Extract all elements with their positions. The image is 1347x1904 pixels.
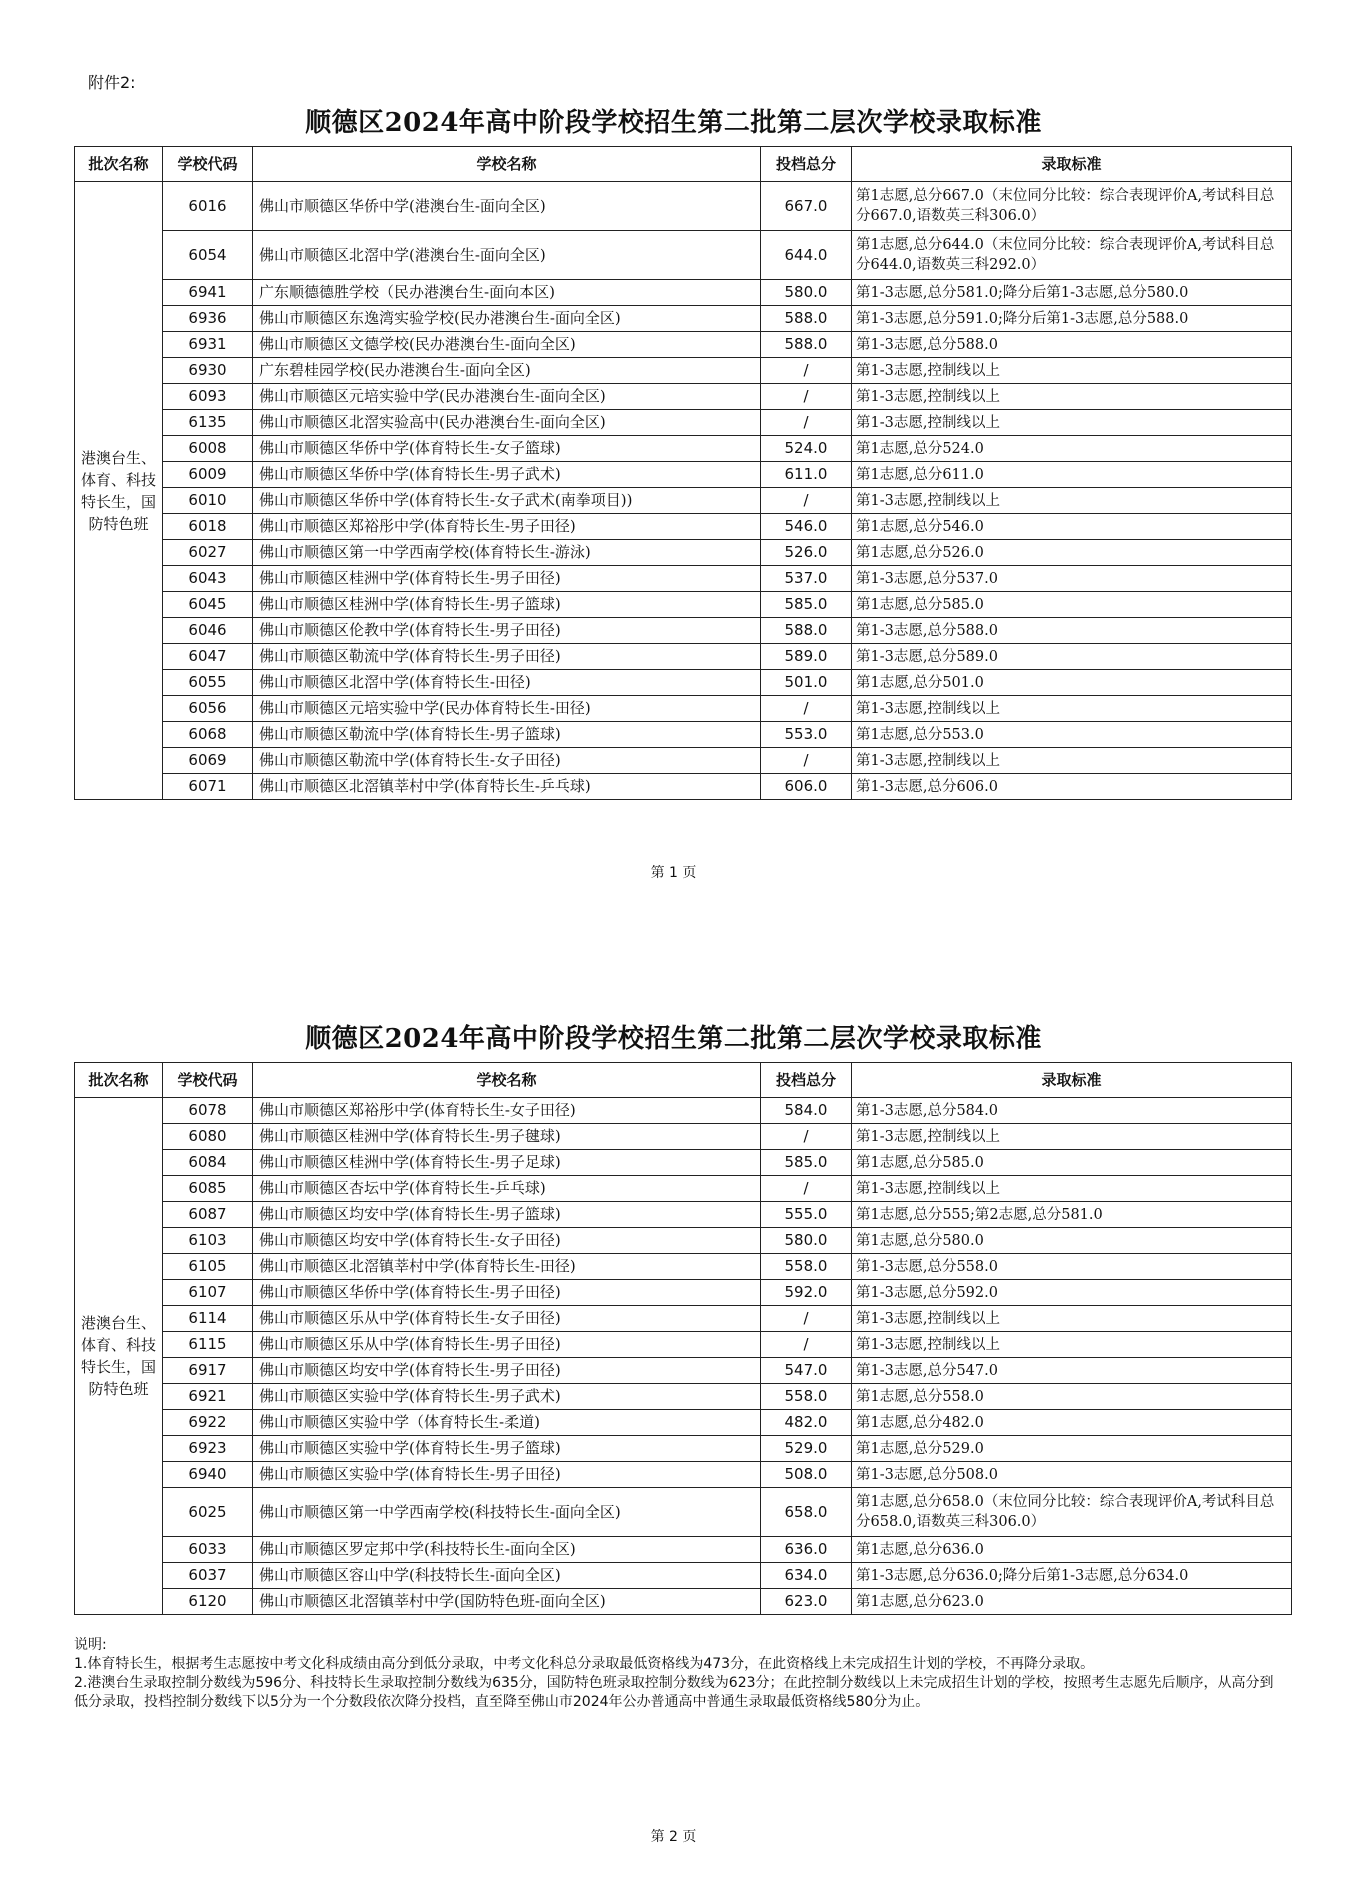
score-cell: 555.0 <box>761 1202 852 1228</box>
school-name-cell: 佛山市顺德区容山中学(科技特长生-面向全区) <box>253 1563 761 1589</box>
table-row <box>75 774 1292 800</box>
standard-cell: 第1志愿,总分585.0 <box>852 592 1292 618</box>
school-code-cell: 6071 <box>163 774 253 800</box>
school-name-cell: 佛山市顺德区华侨中学(体育特长生-女子篮球) <box>253 436 761 462</box>
school-name-cell: 佛山市顺德区北滘镇莘村中学(体育特长生-田径) <box>253 1254 761 1280</box>
school-code-cell: 6931 <box>163 332 253 358</box>
score-cell: 547.0 <box>761 1358 852 1384</box>
table-row <box>75 670 1292 696</box>
table-row <box>75 1280 1292 1306</box>
table-row <box>75 462 1292 488</box>
school-code-cell: 6917 <box>163 1358 253 1384</box>
table-row <box>75 231 1292 280</box>
school-name-cell: 佛山市顺德区实验中学(体育特长生-男子田径) <box>253 1462 761 1488</box>
standard-cell: 第1-3志愿,控制线以上 <box>852 748 1292 774</box>
standard-cell: 第1志愿,总分611.0 <box>852 462 1292 488</box>
school-code-cell: 6047 <box>163 644 253 670</box>
table-row <box>75 1098 1292 1124</box>
table-row <box>75 1384 1292 1410</box>
school-code-cell: 6105 <box>163 1254 253 1280</box>
score-cell: 585.0 <box>761 592 852 618</box>
standard-cell: 第1-3志愿,总分591.0;降分后第1-3志愿,总分588.0 <box>852 306 1292 332</box>
table-row <box>75 566 1292 592</box>
header-name: 学校名称 <box>253 147 761 182</box>
standard-cell: 第1-3志愿,总分592.0 <box>852 1280 1292 1306</box>
standard-cell: 第1-3志愿,总分581.0;降分后第1-3志愿,总分580.0 <box>852 280 1292 306</box>
standard-cell: 第1-3志愿,总分636.0;降分后第1-3志愿,总分634.0 <box>852 1563 1292 1589</box>
table-row <box>75 384 1292 410</box>
school-name-cell: 佛山市顺德区北滘中学(体育特长生-田径) <box>253 670 761 696</box>
standard-cell: 第1-3志愿,控制线以上 <box>852 384 1292 410</box>
score-cell: 667.0 <box>761 182 852 231</box>
batch-name-cell: 港澳台生、体育、科技特长生，国防特色班 <box>75 182 163 800</box>
standard-cell: 第1志愿,总分644.0（末位同分比较：综合表现评价A,考试科目总分644.0,语数英三科292.0） <box>852 231 1292 280</box>
school-name-cell: 佛山市顺德区桂洲中学(体育特长生-男子篮球) <box>253 592 761 618</box>
standard-cell: 第1-3志愿,总分588.0 <box>852 332 1292 358</box>
school-name-cell: 佛山市顺德区华侨中学(体育特长生-男子田径) <box>253 1280 761 1306</box>
standard-cell: 第1志愿,总分529.0 <box>852 1436 1292 1462</box>
score-cell: / <box>761 1332 852 1358</box>
table-body <box>75 1098 1292 1615</box>
standard-cell: 第1志愿,总分585.0 <box>852 1150 1292 1176</box>
notes-heading: 说明: <box>74 1637 107 1653</box>
table-row <box>75 358 1292 384</box>
table-row <box>75 1254 1292 1280</box>
school-code-cell: 6018 <box>163 514 253 540</box>
table-row <box>75 1410 1292 1436</box>
admission-table-page-2 <box>74 1062 1292 1615</box>
school-code-cell: 6936 <box>163 306 253 332</box>
table-row <box>75 1332 1292 1358</box>
table-row <box>75 592 1292 618</box>
school-name-cell: 佛山市顺德区郑裕彤中学(体育特长生-男子田径) <box>253 514 761 540</box>
school-code-cell: 6056 <box>163 696 253 722</box>
score-cell: / <box>761 1176 852 1202</box>
table-row <box>75 332 1292 358</box>
score-cell: 611.0 <box>761 462 852 488</box>
table-row <box>75 1436 1292 1462</box>
school-code-cell: 6069 <box>163 748 253 774</box>
score-cell: 588.0 <box>761 332 852 358</box>
school-code-cell: 6922 <box>163 1410 253 1436</box>
table-row <box>75 306 1292 332</box>
score-cell: 606.0 <box>761 774 852 800</box>
standard-cell: 第1-3志愿,总分547.0 <box>852 1358 1292 1384</box>
school-name-cell: 佛山市顺德区华侨中学(港澳台生-面向全区) <box>253 182 761 231</box>
standard-cell: 第1-3志愿,控制线以上 <box>852 1124 1292 1150</box>
school-name-cell: 佛山市顺德区第一中学西南学校(体育特长生-游泳) <box>253 540 761 566</box>
standard-cell: 第1-3志愿,总分537.0 <box>852 566 1292 592</box>
school-name-cell: 佛山市顺德区桂洲中学(体育特长生-男子田径) <box>253 566 761 592</box>
school-code-cell: 6120 <box>163 1589 253 1615</box>
score-cell: / <box>761 488 852 514</box>
school-code-cell: 6043 <box>163 566 253 592</box>
school-code-cell: 6045 <box>163 592 253 618</box>
header-code: 学校代码 <box>163 147 253 182</box>
school-name-cell: 佛山市顺德区桂洲中学(体育特长生-男子毽球) <box>253 1124 761 1150</box>
score-cell: 508.0 <box>761 1462 852 1488</box>
score-cell: 584.0 <box>761 1098 852 1124</box>
score-cell: / <box>761 410 852 436</box>
page-number: 第 1 页 <box>650 865 697 881</box>
score-cell: 482.0 <box>761 1410 852 1436</box>
school-code-cell: 6087 <box>163 1202 253 1228</box>
school-code-cell: 6037 <box>163 1563 253 1589</box>
standard-cell: 第1-3志愿,控制线以上 <box>852 1332 1292 1358</box>
score-cell: 585.0 <box>761 1150 852 1176</box>
notes-section <box>74 1636 1284 1712</box>
school-code-cell: 6107 <box>163 1280 253 1306</box>
standard-cell: 第1志愿,总分501.0 <box>852 670 1292 696</box>
table-row <box>75 1537 1292 1563</box>
standard-cell: 第1志愿,总分667.0（末位同分比较：综合表现评价A,考试科目总分667.0,语数英三科306.0） <box>852 182 1292 231</box>
standard-cell: 第1志愿,总分524.0 <box>852 436 1292 462</box>
standard-cell: 第1志愿,总分658.0（末位同分比较：综合表现评价A,考试科目总分658.0,语数英三科306.0） <box>852 1488 1292 1537</box>
school-name-cell: 佛山市顺德区郑裕彤中学(体育特长生-女子田径) <box>253 1098 761 1124</box>
score-cell: / <box>761 696 852 722</box>
school-name-cell: 佛山市顺德区华侨中学(体育特长生-女子武术(南拳项目)) <box>253 488 761 514</box>
school-code-cell: 6923 <box>163 1436 253 1462</box>
school-code-cell: 6930 <box>163 358 253 384</box>
table-row <box>75 618 1292 644</box>
school-code-cell: 6093 <box>163 384 253 410</box>
score-cell: 529.0 <box>761 1436 852 1462</box>
school-name-cell: 佛山市顺德区元培实验中学(民办体育特长生-田径) <box>253 696 761 722</box>
header-score: 投档总分 <box>761 1063 852 1098</box>
table-row <box>75 1124 1292 1150</box>
header-code: 学校代码 <box>163 1063 253 1098</box>
score-cell: 580.0 <box>761 280 852 306</box>
school-name-cell: 佛山市顺德区文德学校(民办港澳台生-面向全区) <box>253 332 761 358</box>
table-header-row <box>75 147 1292 182</box>
standard-cell: 第1-3志愿,控制线以上 <box>852 410 1292 436</box>
school-code-cell: 6078 <box>163 1098 253 1124</box>
standard-cell: 第1志愿,总分558.0 <box>852 1384 1292 1410</box>
table-row <box>75 1462 1292 1488</box>
school-name-cell: 佛山市顺德区华侨中学(体育特长生-男子武术) <box>253 462 761 488</box>
score-cell: 558.0 <box>761 1254 852 1280</box>
table-header-row <box>75 1063 1292 1098</box>
note-item: 1.体育特长生，根据考生志愿按中考文化科成绩由高分到低分录取，中考文化科总分录取最低资格线为473分，在此资格线上未完成招生计划的学校，不再降分录取。 <box>74 1656 1095 1672</box>
school-name-cell: 佛山市顺德区实验中学(体育特长生-男子武术) <box>253 1384 761 1410</box>
school-name-cell: 佛山市顺德区东逸湾实验学校(民办港澳台生-面向全区) <box>253 306 761 332</box>
table-body <box>75 182 1292 800</box>
score-cell: 537.0 <box>761 566 852 592</box>
table-row <box>75 540 1292 566</box>
score-cell: / <box>761 1124 852 1150</box>
table-row <box>75 1589 1292 1615</box>
page-number: 第 2 页 <box>650 1829 697 1845</box>
batch-name-cell: 港澳台生、体育、科技特长生，国防特色班 <box>75 1098 163 1615</box>
school-code-cell: 6008 <box>163 436 253 462</box>
attachment-label: 附件2: <box>88 73 136 92</box>
school-code-cell: 6010 <box>163 488 253 514</box>
standard-cell: 第1-3志愿,控制线以上 <box>852 696 1292 722</box>
score-cell: 501.0 <box>761 670 852 696</box>
school-code-cell: 6085 <box>163 1176 253 1202</box>
table-row <box>75 1176 1292 1202</box>
school-name-cell: 广东碧桂园学校(民办港澳台生-面向全区) <box>253 358 761 384</box>
standard-cell: 第1-3志愿,总分606.0 <box>852 774 1292 800</box>
school-name-cell: 佛山市顺德区实验中学(体育特长生-男子篮球) <box>253 1436 761 1462</box>
score-cell: 623.0 <box>761 1589 852 1615</box>
header-standard: 录取标准 <box>852 147 1292 182</box>
table-row <box>75 182 1292 231</box>
standard-cell: 第1志愿,总分553.0 <box>852 722 1292 748</box>
score-cell: / <box>761 384 852 410</box>
standard-cell: 第1-3志愿,总分508.0 <box>852 1462 1292 1488</box>
table-row <box>75 748 1292 774</box>
school-code-cell: 6115 <box>163 1332 253 1358</box>
standard-cell: 第1志愿,总分555;第2志愿,总分581.0 <box>852 1202 1292 1228</box>
school-name-cell: 佛山市顺德区均安中学(体育特长生-女子田径) <box>253 1228 761 1254</box>
school-code-cell: 6940 <box>163 1462 253 1488</box>
school-code-cell: 6054 <box>163 231 253 280</box>
score-cell: 524.0 <box>761 436 852 462</box>
table-row <box>75 1306 1292 1332</box>
score-cell: 580.0 <box>761 1228 852 1254</box>
school-name-cell: 佛山市顺德区均安中学(体育特长生-男子田径) <box>253 1358 761 1384</box>
score-cell: 634.0 <box>761 1563 852 1589</box>
standard-cell: 第1-3志愿,控制线以上 <box>852 1176 1292 1202</box>
school-code-cell: 6016 <box>163 182 253 231</box>
table-row <box>75 722 1292 748</box>
table-row <box>75 696 1292 722</box>
school-name-cell: 佛山市顺德区第一中学西南学校(科技特长生-面向全区) <box>253 1488 761 1537</box>
table-row <box>75 1563 1292 1589</box>
school-name-cell: 佛山市顺德区北滘中学(港澳台生-面向全区) <box>253 231 761 280</box>
score-cell: 588.0 <box>761 618 852 644</box>
standard-cell: 第1-3志愿,总分558.0 <box>852 1254 1292 1280</box>
standard-cell: 第1-3志愿,总分589.0 <box>852 644 1292 670</box>
standard-cell: 第1-3志愿,总分584.0 <box>852 1098 1292 1124</box>
school-name-cell: 佛山市顺德区实验中学（体育特长生-柔道) <box>253 1410 761 1436</box>
table-row <box>75 1358 1292 1384</box>
standard-cell: 第1-3志愿,控制线以上 <box>852 358 1292 384</box>
table-row <box>75 436 1292 462</box>
school-code-cell: 6033 <box>163 1537 253 1563</box>
table-row <box>75 410 1292 436</box>
school-name-cell: 佛山市顺德区元培实验中学(民办港澳台生-面向全区) <box>253 384 761 410</box>
score-cell: 526.0 <box>761 540 852 566</box>
standard-cell: 第1-3志愿,控制线以上 <box>852 488 1292 514</box>
score-cell: / <box>761 1306 852 1332</box>
score-cell: 588.0 <box>761 306 852 332</box>
header-name: 学校名称 <box>253 1063 761 1098</box>
school-code-cell: 6025 <box>163 1488 253 1537</box>
admission-table-page-1 <box>74 146 1292 800</box>
page-title: 顺德区2024年高中阶段学校招生第二批第二层次学校录取标准 <box>305 108 1042 138</box>
school-name-cell: 佛山市顺德区杏坛中学(体育特长生-乒乓球) <box>253 1176 761 1202</box>
school-code-cell: 6941 <box>163 280 253 306</box>
school-code-cell: 6068 <box>163 722 253 748</box>
school-name-cell: 佛山市顺德区北滘镇莘村中学(体育特长生-乒乓球) <box>253 774 761 800</box>
school-code-cell: 6084 <box>163 1150 253 1176</box>
score-cell: 546.0 <box>761 514 852 540</box>
school-code-cell: 6080 <box>163 1124 253 1150</box>
standard-cell: 第1志愿,总分546.0 <box>852 514 1292 540</box>
school-name-cell: 佛山市顺德区勒流中学(体育特长生-男子田径) <box>253 644 761 670</box>
score-cell: / <box>761 358 852 384</box>
header-standard: 录取标准 <box>852 1063 1292 1098</box>
school-name-cell: 佛山市顺德区乐从中学(体育特长生-女子田径) <box>253 1306 761 1332</box>
school-code-cell: 6009 <box>163 462 253 488</box>
school-code-cell: 6114 <box>163 1306 253 1332</box>
school-name-cell: 佛山市顺德区北滘实验高中(民办港澳台生-面向全区) <box>253 410 761 436</box>
school-name-cell: 佛山市顺德区勒流中学(体育特长生-男子篮球) <box>253 722 761 748</box>
standard-cell: 第1志愿,总分623.0 <box>852 1589 1292 1615</box>
school-code-cell: 6135 <box>163 410 253 436</box>
school-name-cell: 佛山市顺德区桂洲中学(体育特长生-男子足球) <box>253 1150 761 1176</box>
table-row <box>75 644 1292 670</box>
school-code-cell: 6103 <box>163 1228 253 1254</box>
school-name-cell: 佛山市顺德区均安中学(体育特长生-男子篮球) <box>253 1202 761 1228</box>
table-row <box>75 514 1292 540</box>
school-code-cell: 6921 <box>163 1384 253 1410</box>
school-code-cell: 6055 <box>163 670 253 696</box>
standard-cell: 第1-3志愿,控制线以上 <box>852 1306 1292 1332</box>
score-cell: 592.0 <box>761 1280 852 1306</box>
school-name-cell: 佛山市顺德区伦教中学(体育特长生-男子田径) <box>253 618 761 644</box>
score-cell: 553.0 <box>761 722 852 748</box>
header-score: 投档总分 <box>761 147 852 182</box>
table-row <box>75 1228 1292 1254</box>
school-code-cell: 6027 <box>163 540 253 566</box>
table-row <box>75 280 1292 306</box>
school-name-cell: 佛山市顺德区勒流中学(体育特长生-女子田径) <box>253 748 761 774</box>
standard-cell: 第1志愿,总分580.0 <box>852 1228 1292 1254</box>
page-title: 顺德区2024年高中阶段学校招生第二批第二层次学校录取标准 <box>305 1024 1042 1054</box>
standard-cell: 第1志愿,总分482.0 <box>852 1410 1292 1436</box>
score-cell: 558.0 <box>761 1384 852 1410</box>
school-name-cell: 广东顺德德胜学校（民办港澳台生-面向本区) <box>253 280 761 306</box>
school-name-cell: 佛山市顺德区乐从中学(体育特长生-男子田径) <box>253 1332 761 1358</box>
school-name-cell: 佛山市顺德区北滘镇莘村中学(国防特色班-面向全区) <box>253 1589 761 1615</box>
standard-cell: 第1志愿,总分526.0 <box>852 540 1292 566</box>
note-item: 2.港澳台生录取控制分数线为596分、科技特长生录取控制分数线为635分，国防特色班录取控制分数线为623分；在此控制分数线以上未完成招生计划的学校，按照考生志愿先后顺序，从高分到低分录取，投档控制分数线下以5分为一个分数段依次降分投档，直至降至佛山市2024年公办普通高中普通生录取最低资格线580分为止。 <box>74 1675 1274 1710</box>
header-batch: 批次名称 <box>75 147 163 182</box>
score-cell: 589.0 <box>761 644 852 670</box>
score-cell: / <box>761 748 852 774</box>
score-cell: 644.0 <box>761 231 852 280</box>
score-cell: 658.0 <box>761 1488 852 1537</box>
standard-cell: 第1-3志愿,总分588.0 <box>852 618 1292 644</box>
school-name-cell: 佛山市顺德区罗定邦中学(科技特长生-面向全区) <box>253 1537 761 1563</box>
standard-cell: 第1志愿,总分636.0 <box>852 1537 1292 1563</box>
table-row <box>75 488 1292 514</box>
table-row <box>75 1202 1292 1228</box>
header-batch: 批次名称 <box>75 1063 163 1098</box>
school-code-cell: 6046 <box>163 618 253 644</box>
table-row <box>75 1488 1292 1537</box>
table-row <box>75 1150 1292 1176</box>
score-cell: 636.0 <box>761 1537 852 1563</box>
